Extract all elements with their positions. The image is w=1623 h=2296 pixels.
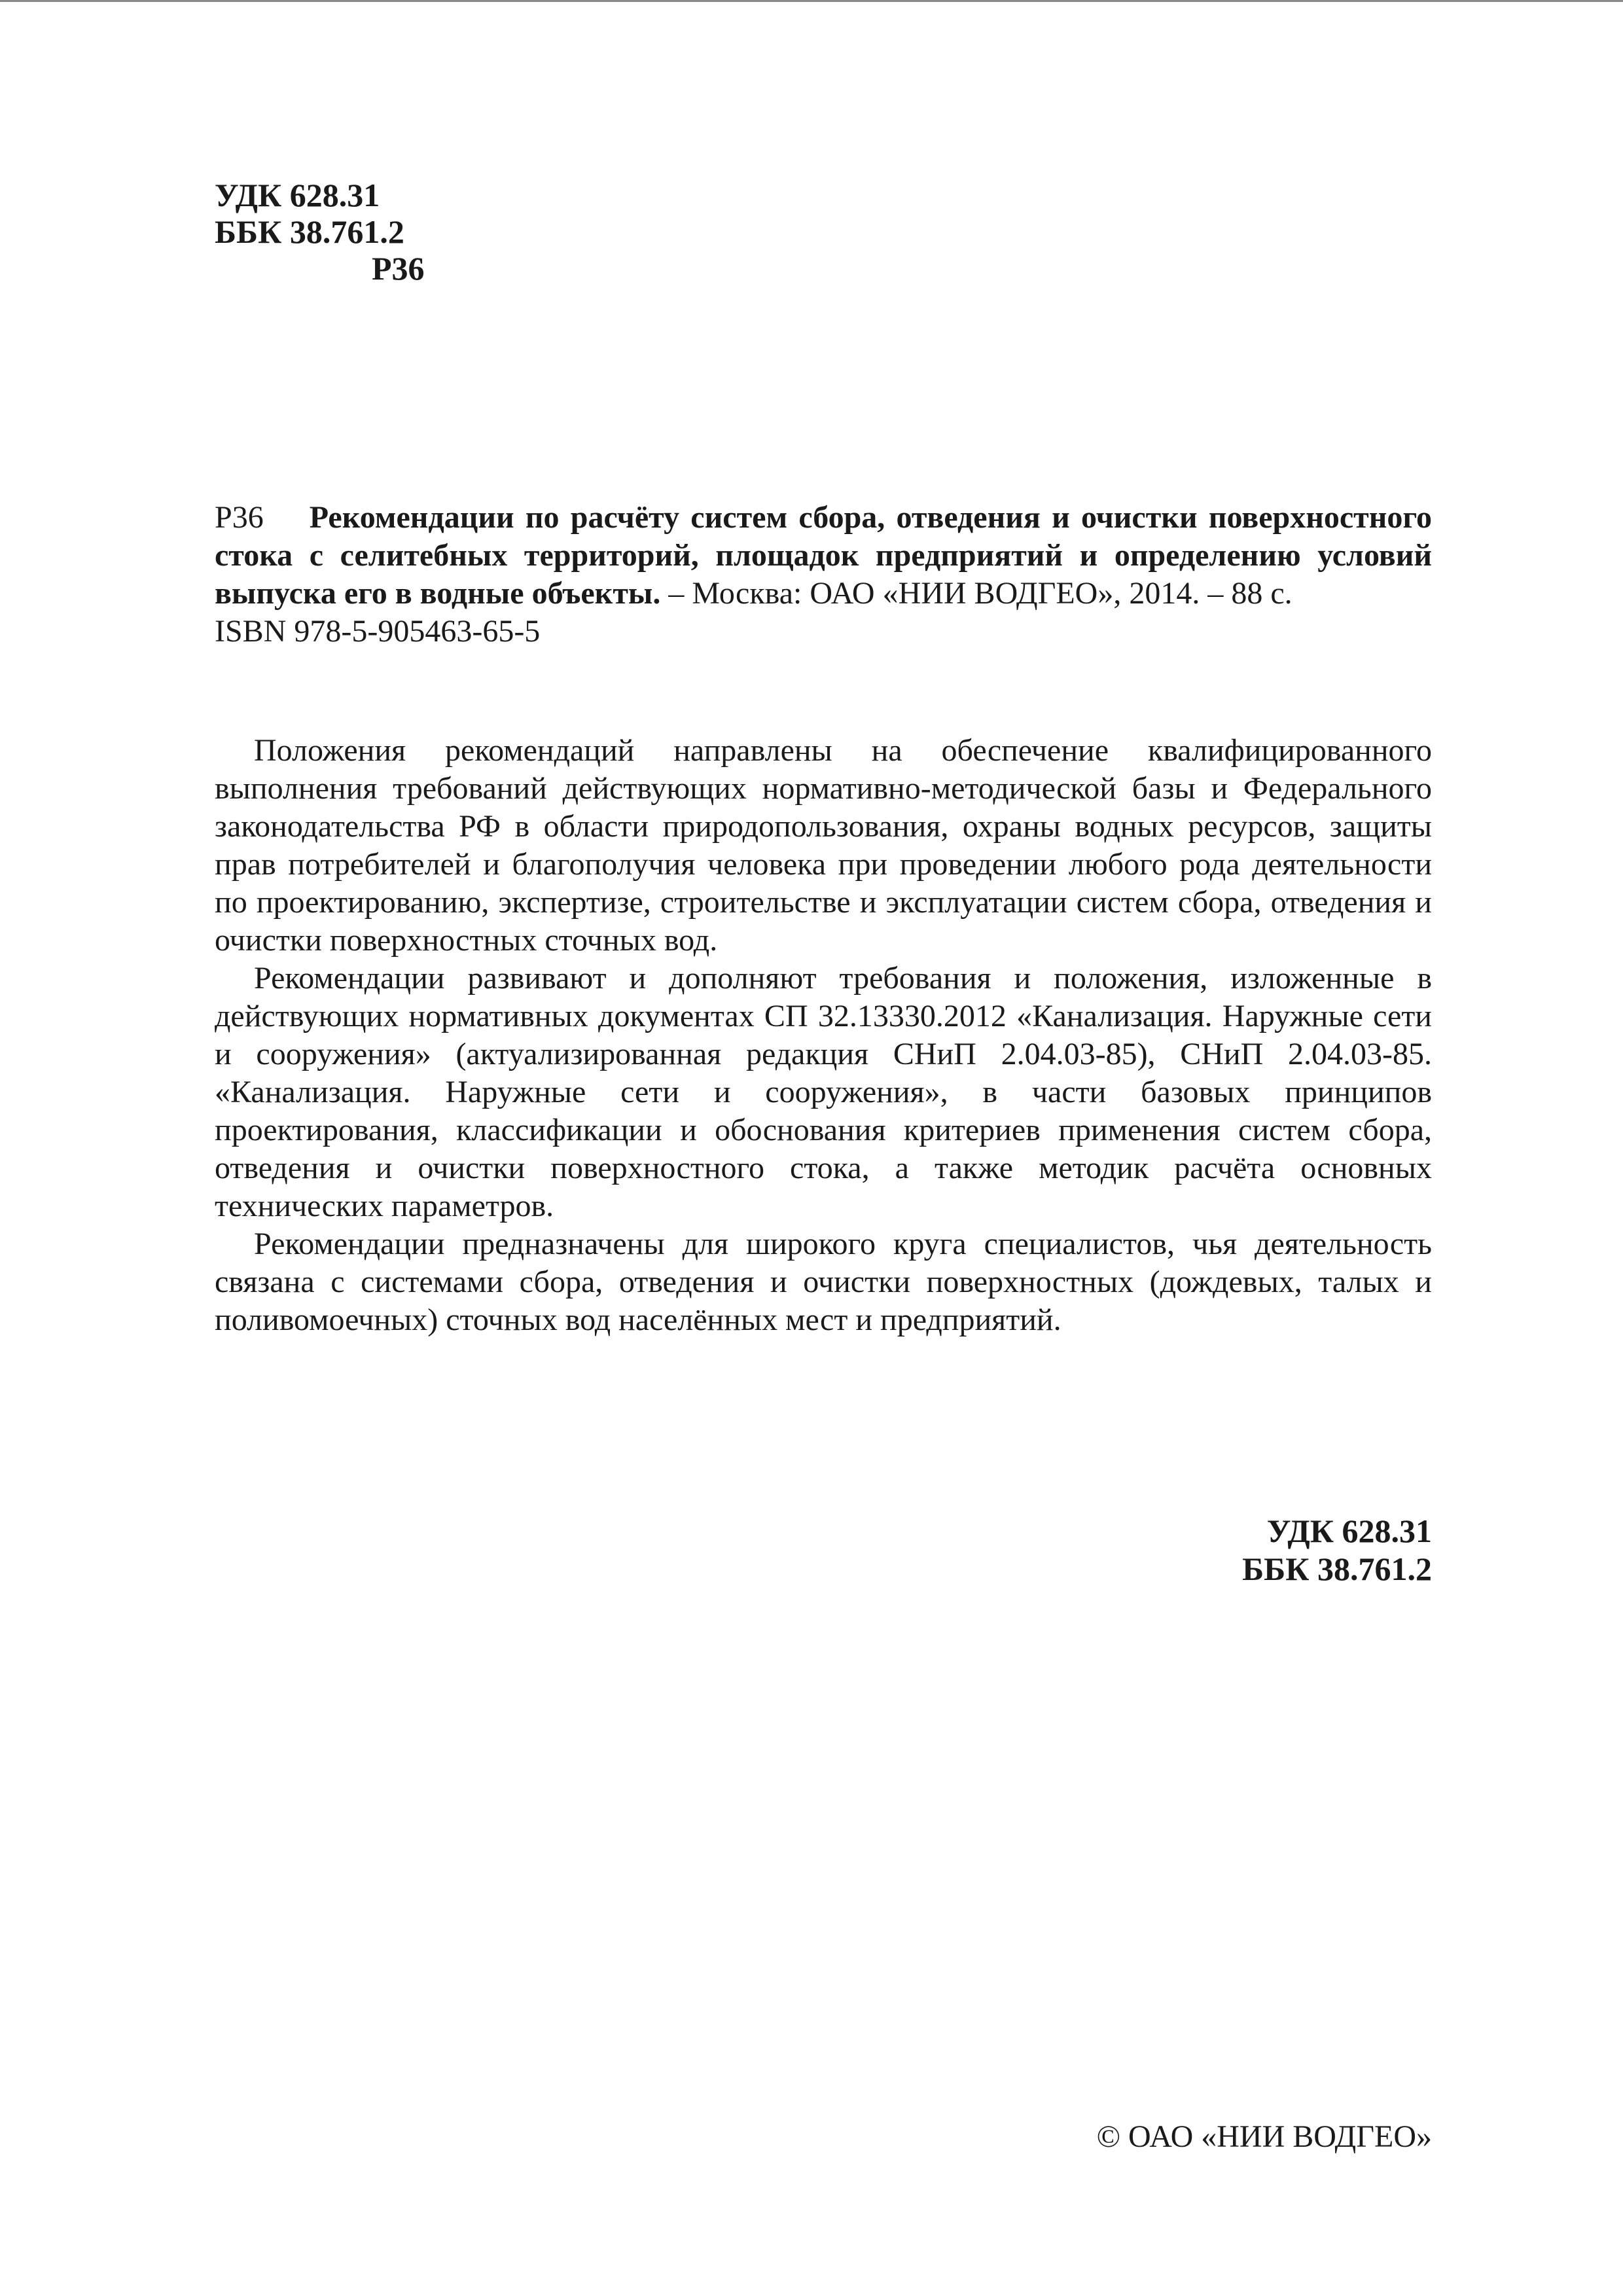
biblio-author-mark: Р36 [215, 500, 264, 535]
isbn: ISBN 978-5-905463-65-5 [215, 614, 541, 649]
udk-code: УДК 628.31 [215, 177, 380, 213]
abstract-paragraph: Положения рекомендаций направлены на обеспечение квалифицированного выполнения требований действующих нормативно-методической базы и Федерального законодательства РФ в области природопользования, охраны водных ресурсов, защиты прав потребителей и благополучия человека при проведении любого рода деятельности по проектированию, экспертизе, строительстве и эксплуатации систем сбора, отведения и очистки поверхностных сточных вод. [215, 733, 1432, 958]
bibliographic-record [215, 499, 1432, 651]
author-mark: Р36 [372, 250, 425, 287]
copyright-notice: © ОАО «НИИ ВОДГЕО» [1096, 2119, 1432, 2154]
page-top-border [0, 0, 1623, 2]
classification-codes-top [215, 177, 425, 287]
book-imprint: – Москва: ОАО «НИИ ВОДГЕО», 2014. – 88 с. [660, 576, 1293, 611]
classification-codes-bottom [1242, 1512, 1432, 1588]
book-title: Рекомендации по расчёту систем сбора, отведения и очистки поверхностного стока с селитебных территорий, площадок предприятий и определению условий выпуска его в водные объекты. [215, 500, 1432, 611]
bbk-code: ББК 38.761.2 [215, 213, 404, 250]
abstract-paragraph: Рекомендации предназначены для широкого круга специалистов, чья деятельность связана с системами сбора, отведения и очистки поверхностных (дождевых, талых и поливомоечных) сточных вод населённых мест и предприятий. [215, 1227, 1432, 1337]
abstract [215, 732, 1432, 1339]
abstract-paragraph: Рекомендации развивают и дополняют требования и положения, изложенные в действующих нормативных документах СП 32.13330.2012 «Канализация. Наружные сети и сооружения» (актуализированная редакция СНиП 2.04.03-85), СНиП 2.04.03-85. «Канализация. Наружные сети и сооружения», в части базовых принципов проектирования, классификации и обоснования критериев применения систем сбора, отведения и очистки поверхностного стока, а также методик расчёта основных технических параметров. [215, 961, 1432, 1223]
udk-code-bottom: УДК 628.31 [1266, 1513, 1432, 1549]
bbk-code-bottom: ББК 38.761.2 [1242, 1551, 1432, 1587]
